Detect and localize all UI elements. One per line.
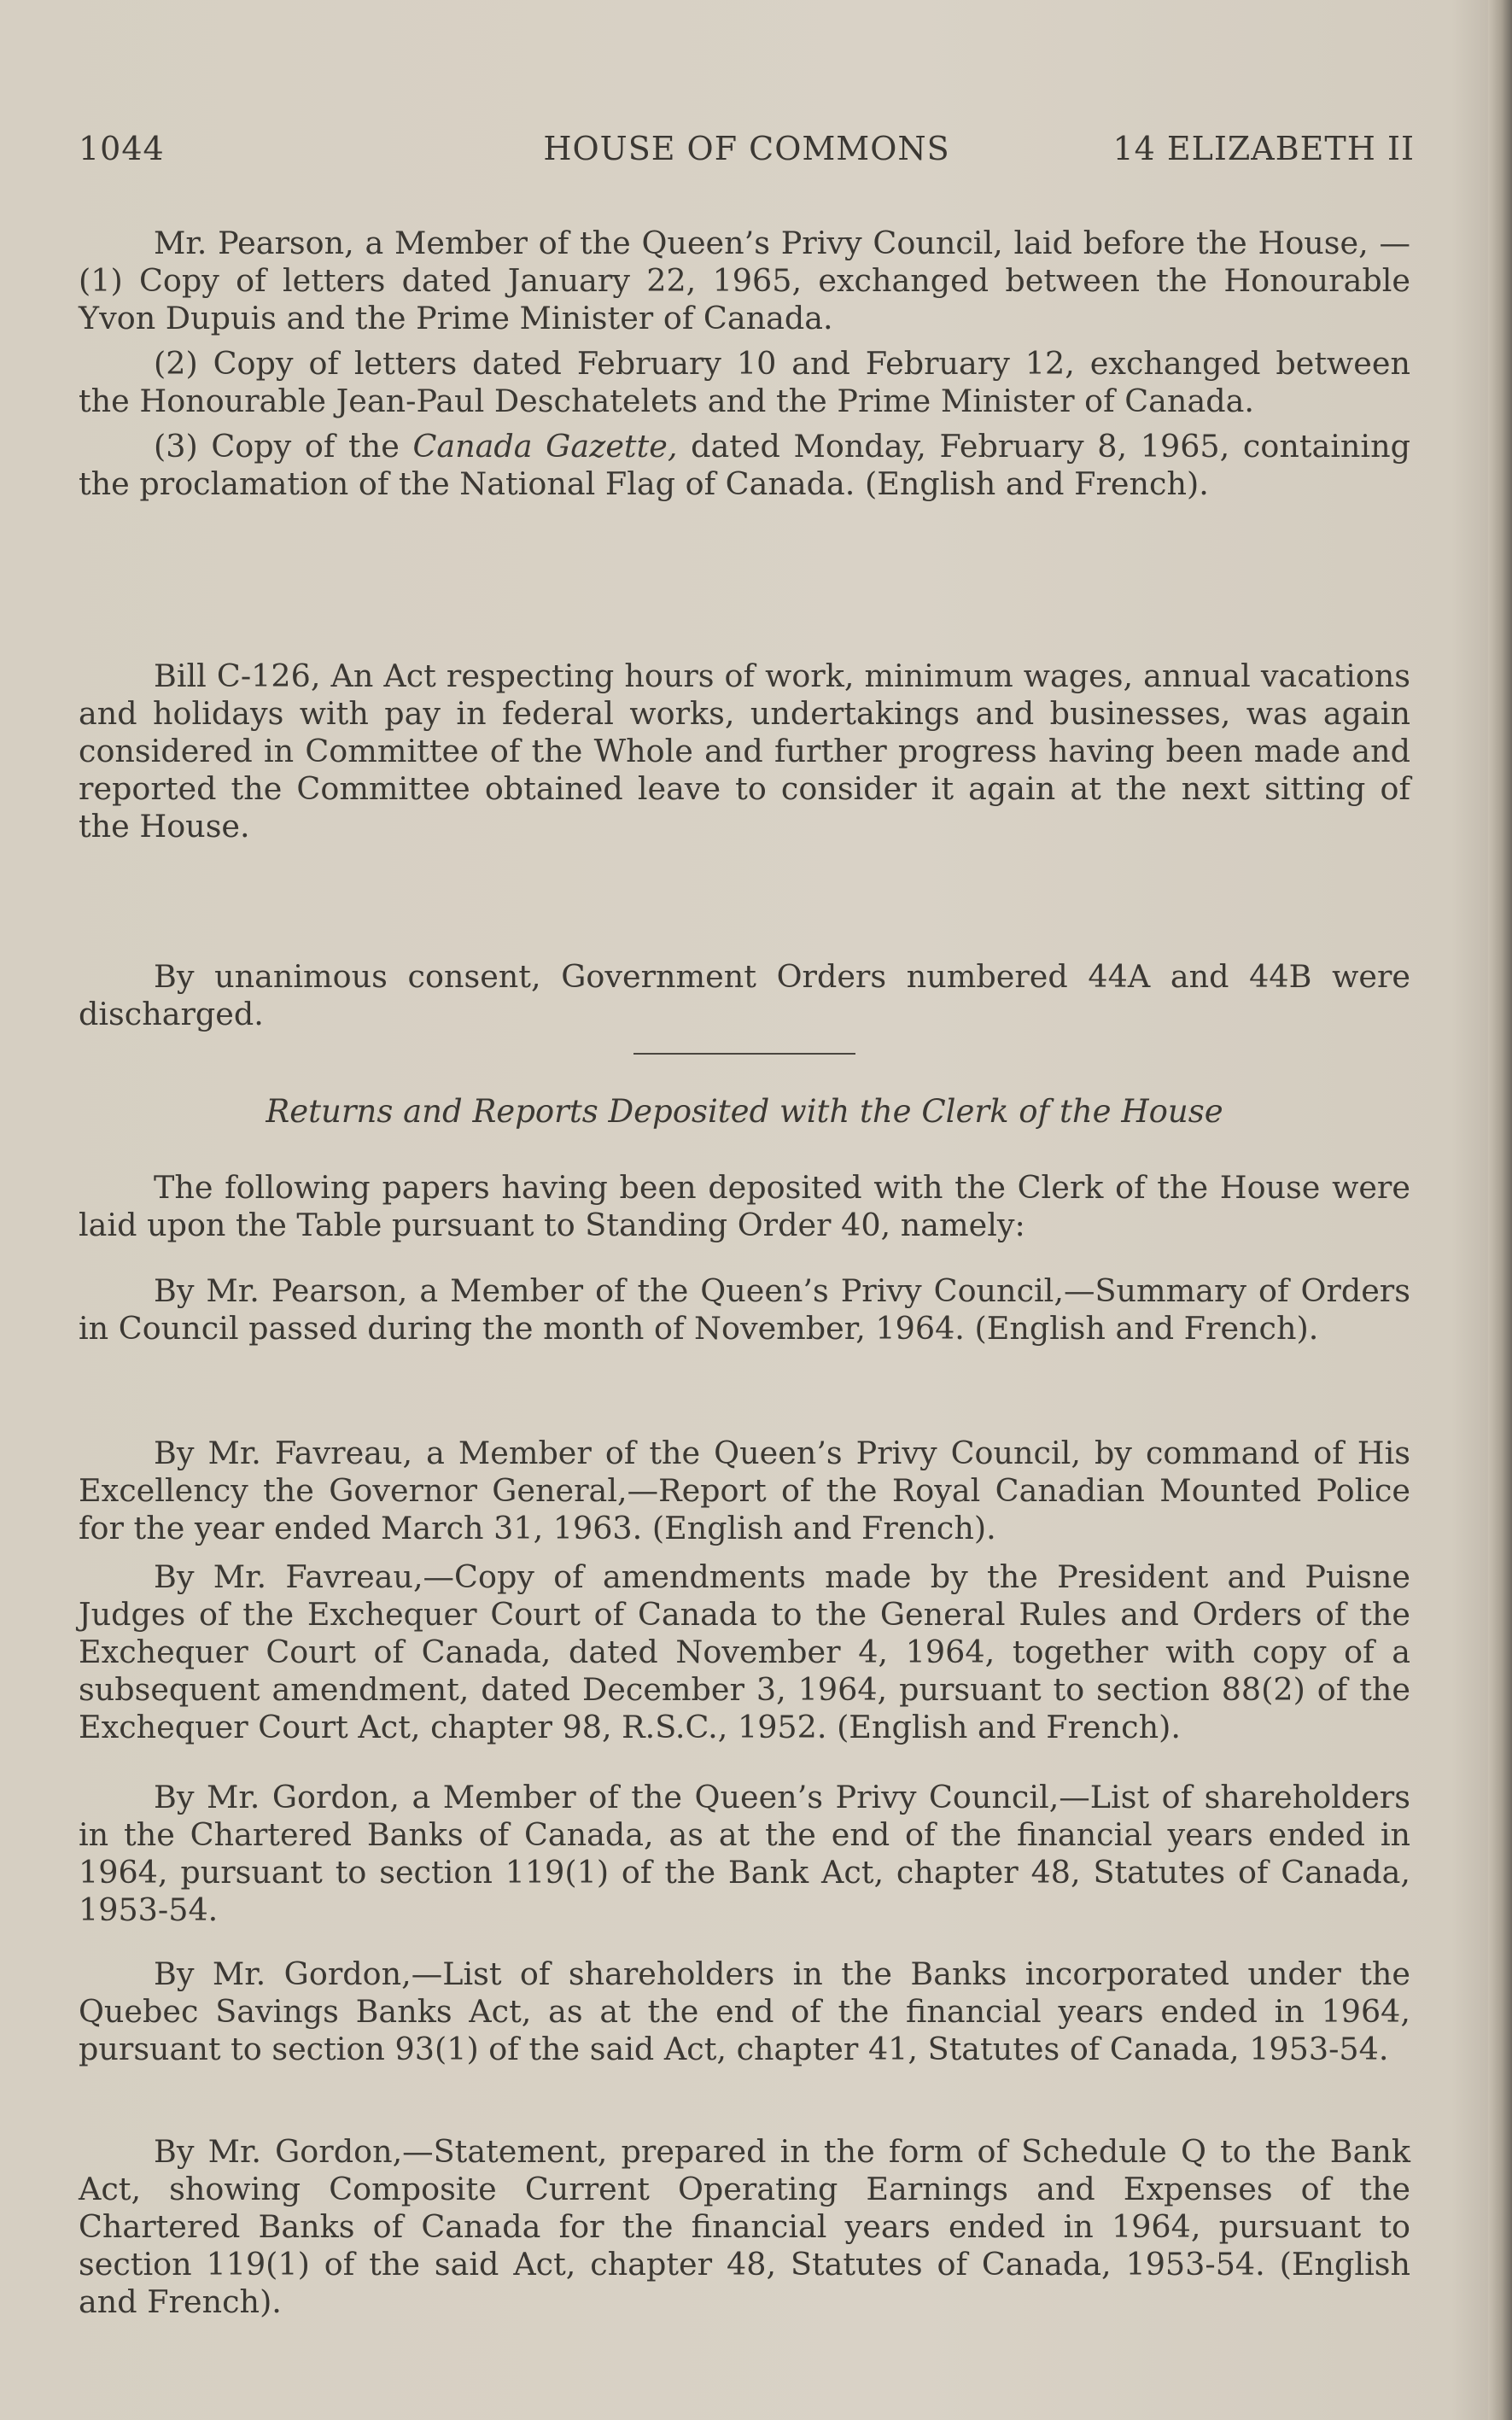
paragraph: By Mr. Gordon,—List of shareholders in the Banks incorporated under the Quebec Savings Banks Act, as at the end of the financial years ended in 1964, pursuant to section 93(1) of the said Act, chapter 41, Statutes of Canada, 1953-54. — [79, 1955, 1410, 2067]
paragraph: Mr. Pearson, a Member of the Queen’s Privy Council, laid before the House, —(1) Copy of letters dated January 22, 1965, exchanged between the Honourable Yvon Dupuis and the Prime Minister of Canada. — [79, 225, 1410, 336]
section-heading: Returns and Reports Deposited with the Clerk of the House — [266, 1093, 1223, 1130]
page-number: 1044 — [79, 130, 165, 167]
paragraph: By Mr. Favreau,—Copy of amendments made by the President and Puisne Judges of the Exchequer Court of Canada to the General Rules and Orders of the Exchequer Court of Canada, dated November 4, 1964, together with copy of a subsequent amendment, dated December 3, 1964, pursuant to section 88(2) of the Exchequer Court Act, chapter 98, R.S.C., 1952. (English and French). — [79, 1558, 1410, 1745]
papers-tabled-section — [79, 225, 1410, 503]
returns-item — [79, 1558, 1410, 1746]
paragraph: By unanimous consent, Government Orders numbered 44A and 44B were discharged. — [79, 958, 1410, 1032]
text-run: (3) Copy of the — [154, 428, 413, 465]
returns-item — [79, 1435, 1410, 1547]
italic-publication-title: Canada Gazette, — [412, 428, 678, 465]
returns-item — [79, 1779, 1410, 1929]
paragraph: Bill C-126, An Act respecting hours of work, minimum wages, annual vacations and holidays with pay in federal works, undertakings and businesses, was again considered in Committee of the Whole and further progress having been made and reported the Committee obtained leave to consider it again at the next sitting of the House. — [79, 658, 1410, 845]
returns-intro — [79, 1169, 1410, 1244]
paragraph: By Mr. Pearson, a Member of the Queen’s Privy Council,—Summary of Orders in Council passed during the month of November, 1964. (English and French). — [79, 1272, 1410, 1347]
orders-section — [79, 958, 1410, 1033]
running-header — [79, 130, 1415, 172]
returns-item — [79, 1955, 1410, 2068]
section-divider — [633, 1053, 855, 1055]
paragraph: (2) Copy of letters dated February 10 and February 12, exchanged between the Honourable Jean-Paul Deschatelets and the Prime Minister of Canada. — [79, 345, 1410, 419]
returns-item — [79, 1272, 1410, 1347]
paragraph: By Mr. Gordon, a Member of the Queen’s Privy Council,—List of shareholders in the Chartered Banks of Canada, as at the end of the financial years ended in 1964, pursuant to section 119(1) of the Bank Act, chapter 48, Statutes of Canada, 1953-54. — [79, 1779, 1410, 1928]
page-binding-edge — [1488, 0, 1512, 2420]
text-run: dated Monday, February 8, 1965, containing the proclamation of the National Flag of Canada. (English and French). — [79, 428, 1410, 502]
paragraph: The following papers having been deposited with the Clerk of the House were laid upon the Table pursuant to Standing Order 40, namely: — [79, 1169, 1410, 1243]
bill-section — [79, 658, 1410, 845]
paragraph: By Mr. Gordon,—Statement, prepared in the form of Schedule Q to the Bank Act, showing Composite Current Operating Earnings and Expenses of the Chartered Banks of Canada for the financial years ended in 1964, pursuant to section 119(1) of the said Act, chapter 48, Statutes of Canada, 1953-54. (English and French). — [79, 2133, 1410, 2320]
running-title: HOUSE OF COMMONS — [543, 130, 950, 167]
paragraph — [79, 428, 1410, 503]
returns-item — [79, 2133, 1410, 2321]
paragraph: By Mr. Favreau, a Member of the Queen’s Privy Council, by command of His Excellency the Governor General,—Report of the Royal Canadian Mounted Police for the year ended March 31, 1963. (English and French). — [79, 1435, 1410, 1546]
regnal-year: 14 ELIZABETH II — [1112, 130, 1415, 167]
